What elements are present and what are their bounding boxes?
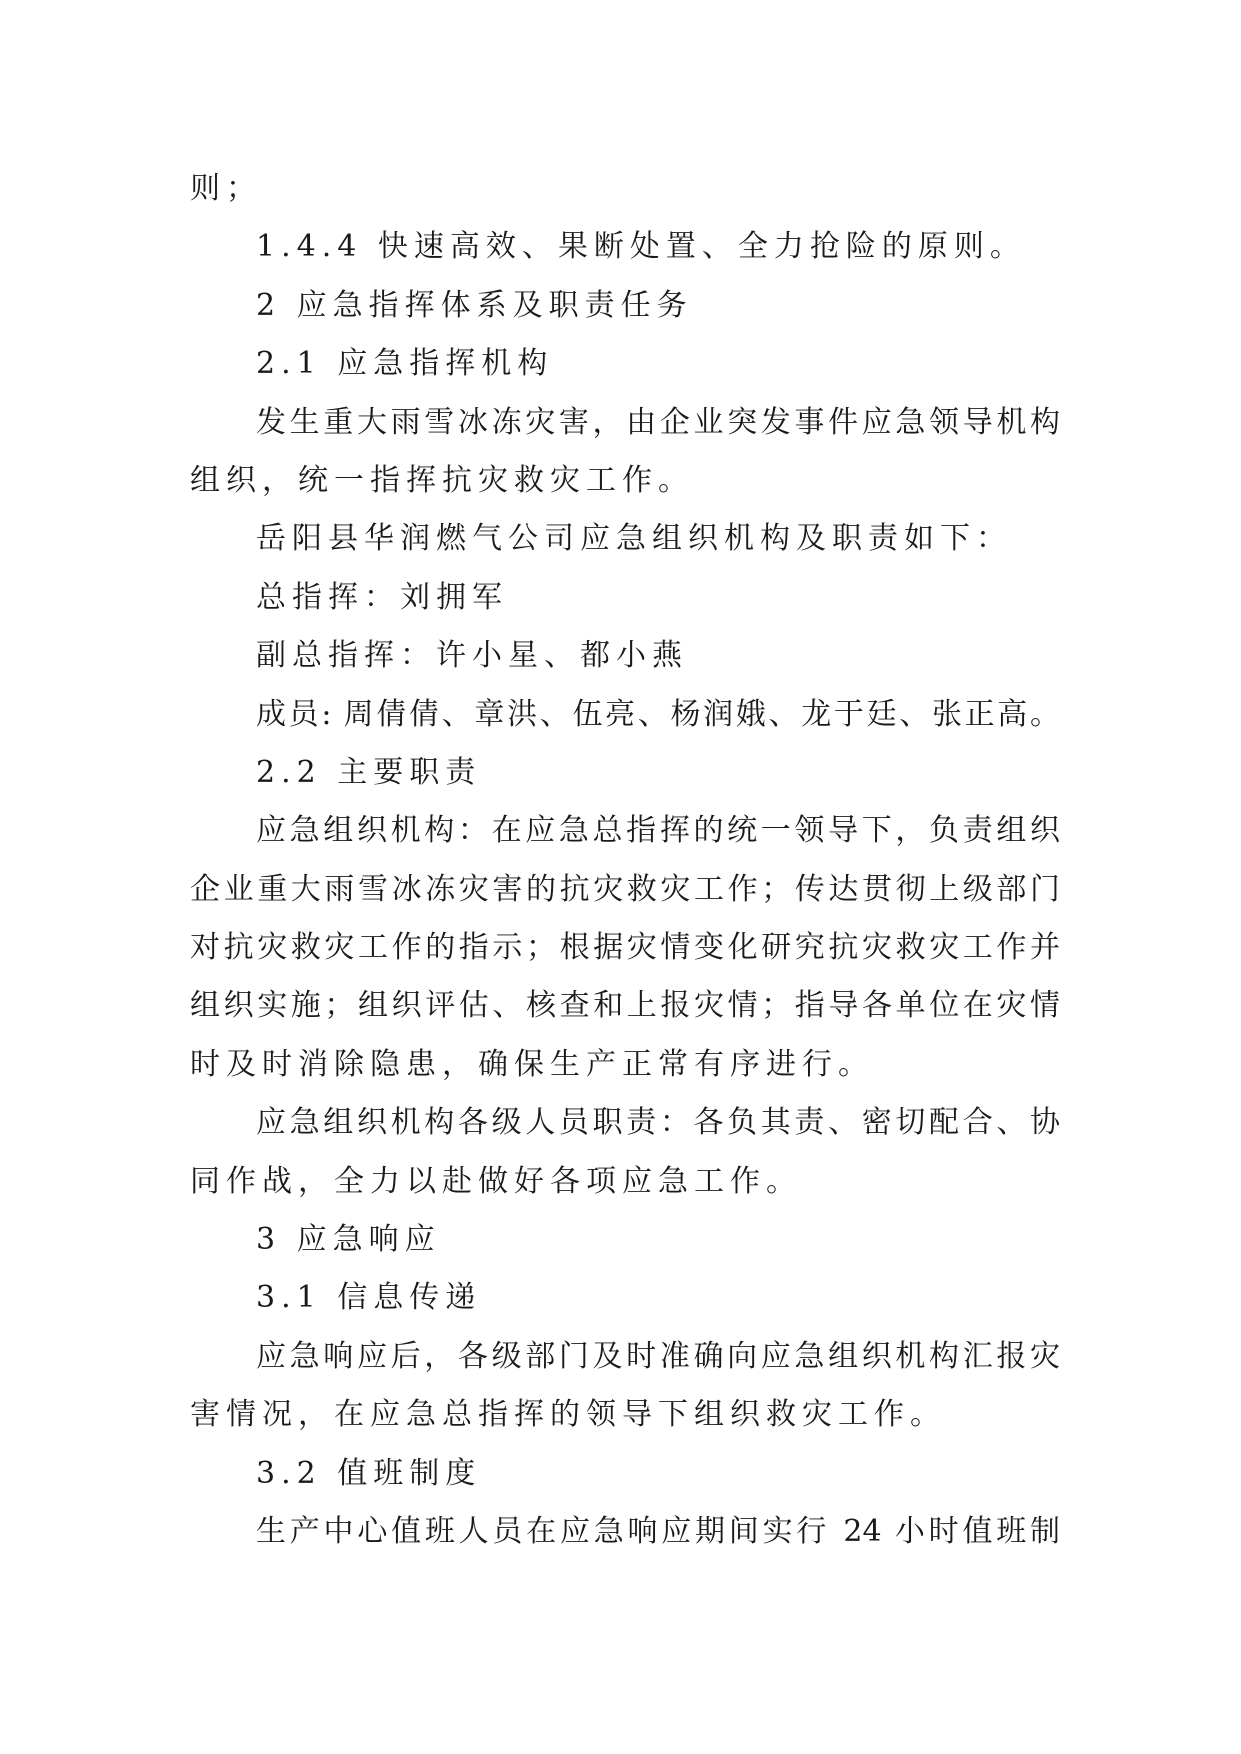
text-line: 对抗灾救灾工作的指示；根据灾情变化研究抗灾救灾工作并 [190,930,1060,966]
text-line: 岳阳县华润燃气公司应急组织机构及职责如下： [256,521,1012,557]
text-line: 则； [190,171,262,206]
text-line: 发生重大雨雪冰冻灾害，由企业突发事件应急领导机构 [256,404,1060,440]
section-heading: 3 应急响应 [256,1222,441,1258]
text-line: 企业重大雨雪冰冻灾害的抗灾救灾工作；传达贯彻上级部门 [190,871,1060,907]
subsection-heading: 3.1 信息传递 [256,1280,482,1316]
text-line: 应急组织机构：在应急总指挥的统一领导下，负责组织 [256,813,1060,849]
text-line: 时及时消除隐患，确保生产正常有序进行。 [190,1046,874,1082]
text-line: 应急组织机构各级人员职责：各负其责、密切配合、协 [256,1105,1060,1141]
subsection-heading: 3.2 值班制度 [256,1455,482,1491]
text-line: 1.4.4 快速高效、果断处置、全力抢险的原则。 [256,229,1026,265]
text-line: 生产中心值班人员在应急响应期间实行 24 小时值班制 [256,1513,1060,1549]
subsection-heading: 2.1 应急指挥机构 [256,346,554,382]
text-line: 同作战，全力以赴做好各项应急工作。 [190,1163,802,1199]
text-line: 总指挥：刘拥军 [256,579,508,615]
section-heading: 2 应急指挥体系及职责任务 [256,287,693,323]
text-line: 成员: 周倩倩、章洪、伍亮、杨润娥、龙于廷、张正高。 [256,696,1060,732]
text-line: 组织实施；组织评估、核查和上报灾情；指导各单位在灾情 [190,988,1060,1024]
text-line: 副总指挥：许小星、都小燕 [256,638,688,674]
text-line: 应急响应后，各级部门及时准确向应急组织机构汇报灾 [256,1338,1060,1374]
text-line: 组织，统一指挥抗灾救灾工作。 [190,462,694,498]
text-line: 害情况，在应急总指挥的领导下组织救灾工作。 [190,1397,946,1433]
subsection-heading: 2.2 主要职责 [256,754,482,790]
document-body [190,160,1060,1561]
